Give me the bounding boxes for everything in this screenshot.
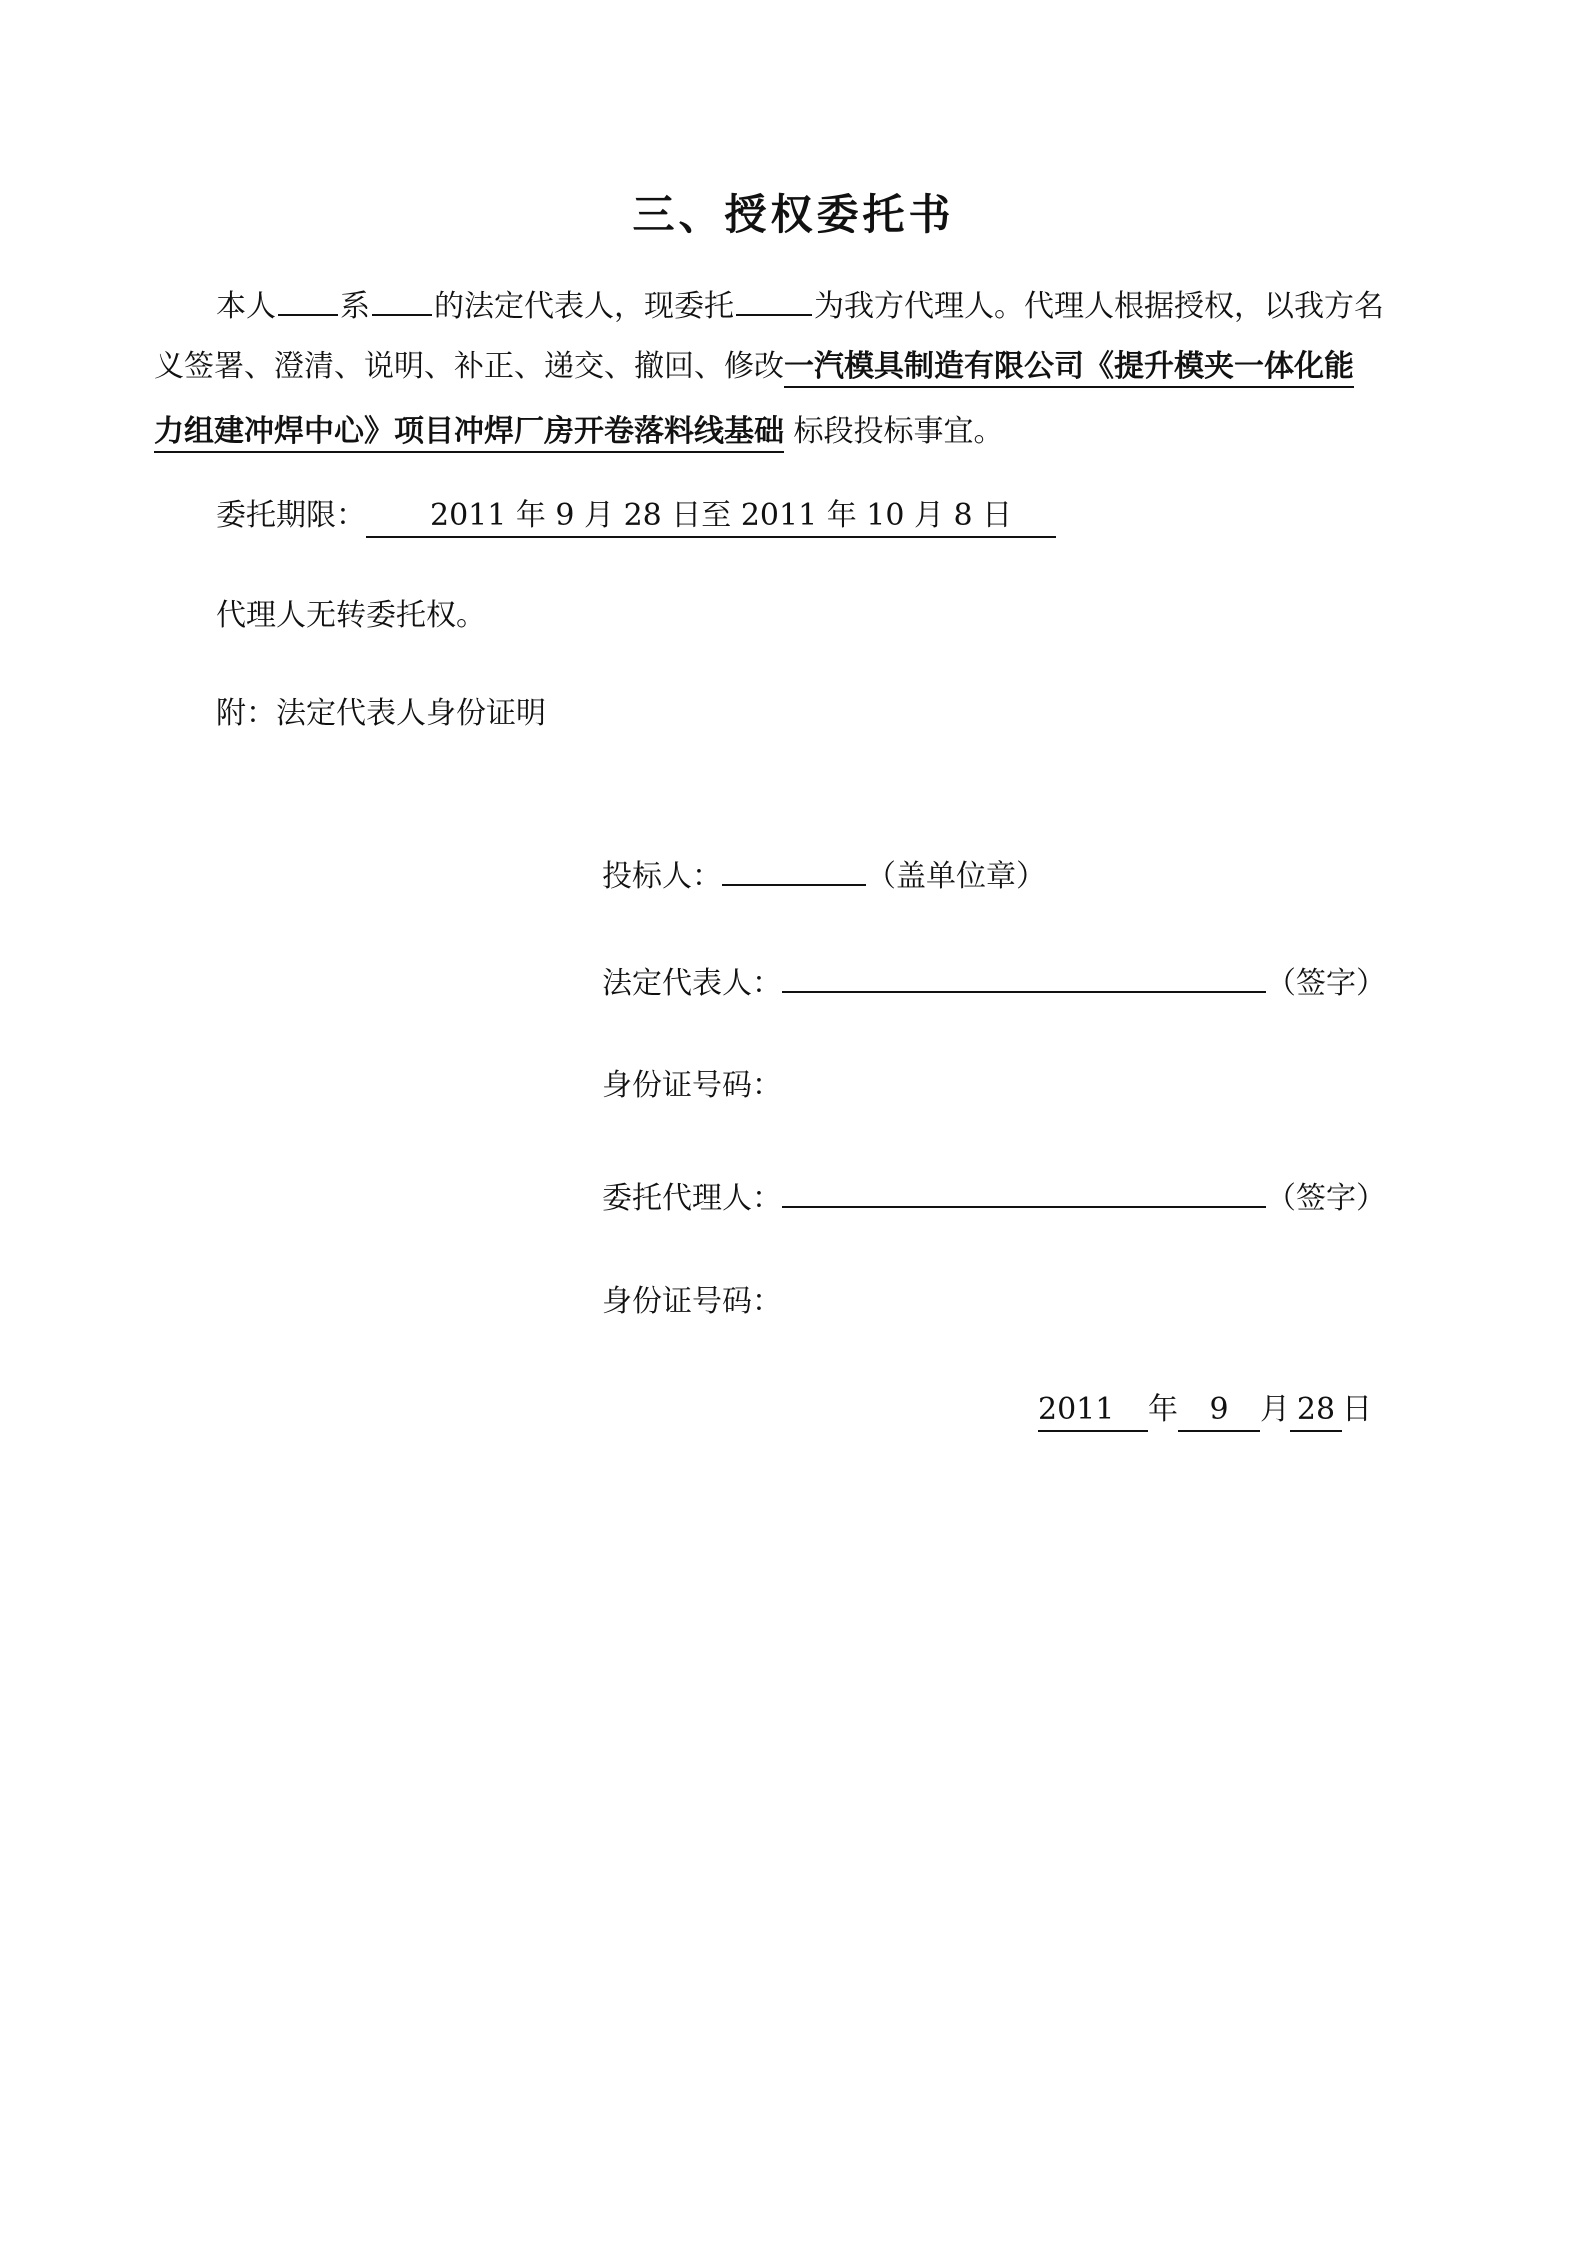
- legal-rep-id-line: 身份证号码：: [602, 1068, 782, 1103]
- date-line: [1038, 1390, 1372, 1432]
- paragraph-line-1: [216, 282, 1384, 327]
- document-title: 三、授权委托书: [632, 190, 955, 239]
- text-agent-role: 为我方代理人。代理人根据授权，以我方名: [814, 289, 1384, 324]
- date-day: 28: [1290, 1390, 1342, 1432]
- period-line: [216, 496, 1056, 538]
- agent-sign-note: （签字）: [1266, 1181, 1386, 1216]
- agent-id-line: 身份证号码：: [602, 1284, 782, 1319]
- bidder-label: 投标人：: [602, 859, 722, 894]
- bidder-line: [602, 852, 1046, 897]
- text-xi: 系: [340, 289, 370, 324]
- date-year: 2011: [1038, 1390, 1148, 1432]
- text-ben-ren: 本人: [216, 289, 276, 324]
- legal-rep-line: [602, 959, 1386, 1004]
- bidder-seal-note: （盖单位章）: [866, 859, 1046, 894]
- period-label: 委托期限：: [216, 498, 366, 533]
- company-blank: [372, 282, 432, 316]
- agent-signature-blank: [782, 1174, 1266, 1208]
- date-year-unit: 年: [1148, 1392, 1178, 1427]
- date-month: 9: [1178, 1390, 1260, 1432]
- text-bid-matter: 标段投标事宜。: [793, 414, 1004, 449]
- project-name-part-2: 力组建冲焊中心》项目冲焊厂房开卷落料线基础: [154, 414, 784, 453]
- attachment-note: 附：法定代表人身份证明: [216, 696, 546, 731]
- date-day-unit: 日: [1342, 1392, 1372, 1427]
- text-actions: 义签署、澄清、说明、补正、递交、撤回、修改: [154, 349, 784, 384]
- paragraph-line-3: [154, 412, 1004, 452]
- text-legal-rep: 的法定代表人，现委托: [434, 289, 734, 324]
- bidder-blank: [722, 852, 866, 886]
- legal-rep-sign-note: （签字）: [1266, 966, 1386, 1001]
- agent-blank: [736, 282, 812, 316]
- period-value: 2011 年 9 月 28 日至 2011 年 10 月 8 日: [366, 496, 1056, 538]
- no-subdelegation: 代理人无转委托权。: [216, 598, 486, 633]
- legal-rep-signature-blank: [782, 959, 1266, 993]
- name-blank: [278, 282, 338, 316]
- agent-line: [602, 1174, 1386, 1219]
- paragraph-line-2: [154, 347, 1354, 387]
- agent-label: 委托代理人：: [602, 1181, 782, 1216]
- date-month-unit: 月: [1260, 1392, 1290, 1427]
- project-name-part-1: 一汽模具制造有限公司《提升模夹一体化能: [784, 349, 1354, 388]
- legal-rep-label: 法定代表人：: [602, 966, 782, 1001]
